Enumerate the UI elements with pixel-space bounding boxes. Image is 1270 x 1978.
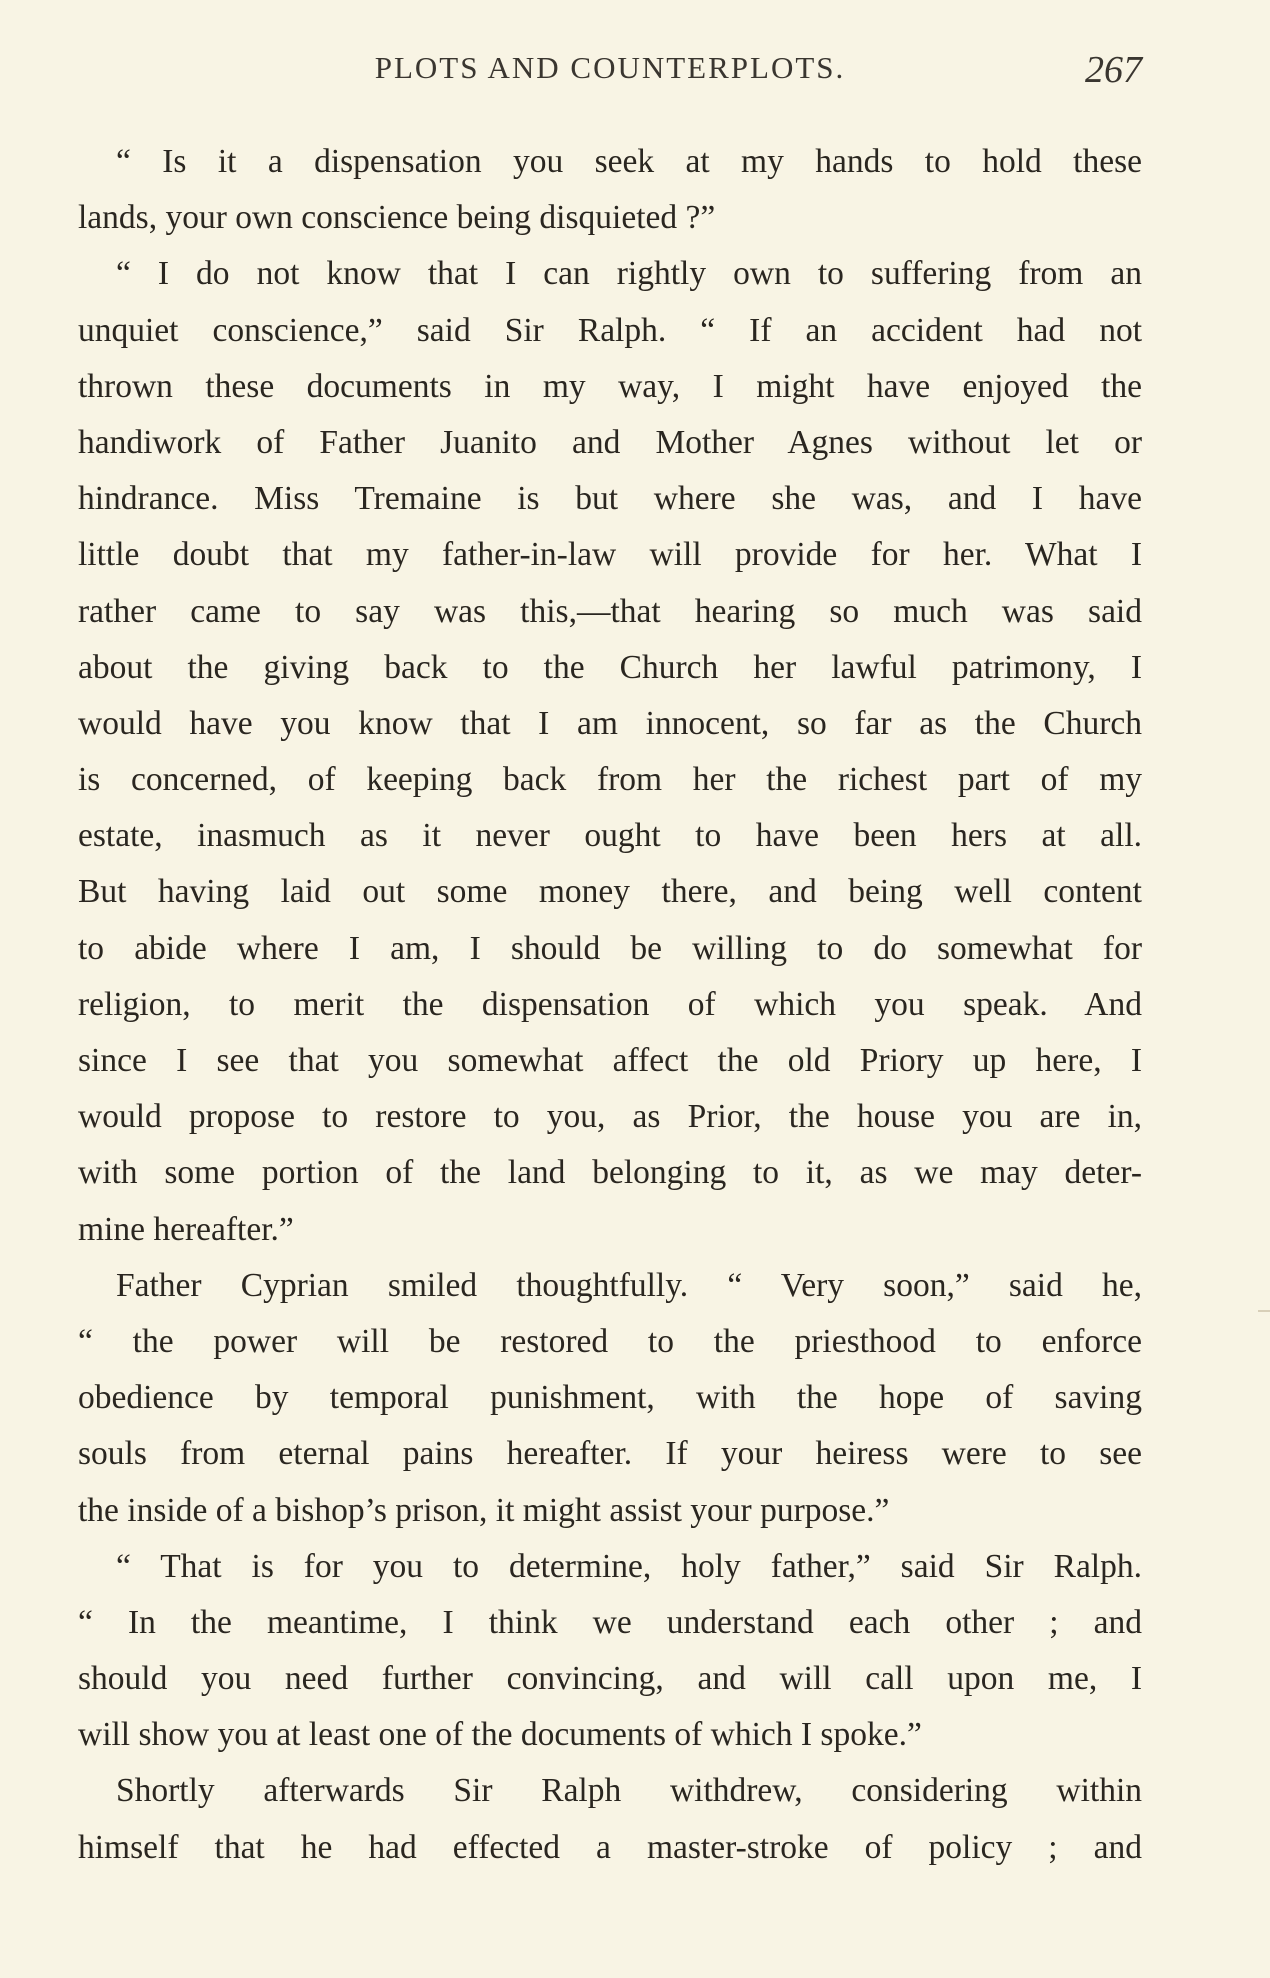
text-line: “ Is it a dispensation you seek at my hands to hold these	[116, 143, 1142, 180]
page-number: 267	[1085, 49, 1142, 91]
text-line: Father Cyprian smiled thoughtfully. “ Very soon,” said he,	[116, 1266, 1142, 1304]
text-line: rather came to say was this,—that hearing so much was said	[78, 592, 1142, 630]
text-line: is concerned, of keeping back from her the richest part of my	[78, 761, 1142, 799]
text-line: hindrance. Miss Tremaine is but where she was, and I have	[78, 480, 1142, 518]
body-text	[78, 134, 1142, 1876]
margin-mark	[1258, 1310, 1270, 1312]
text-line: little doubt that my father-in-law will provide for her. What I	[78, 536, 1142, 574]
text-line: “ I do not know that I can rightly own to suffering from an	[116, 255, 1142, 293]
text-line: should you need further convincing, and will call upon me, I	[78, 1660, 1142, 1698]
text-line: himself that he had effected a master-stroke of policy ; and	[78, 1828, 1142, 1866]
text-line: souls from eternal pains hereafter. If your heiress were to see	[78, 1435, 1142, 1473]
text-line: unquiet conscience,” said Sir Ralph. “ If an accident had not	[78, 311, 1142, 349]
text-line: mine hereafter.”	[78, 1210, 294, 1248]
text-line: with some portion of the land belonging to it, as we may deter-	[78, 1154, 1142, 1192]
text-line: the inside of a bishop’s prison, it might assist your purpose.”	[78, 1491, 890, 1529]
running-head: PLOTS AND COUNTERPLOTS.	[374, 50, 846, 85]
text-line: estate, inasmuch as it never ought to have been hers at all.	[78, 817, 1142, 855]
text-line: to abide where I am, I should be willing to do somewhat for	[78, 929, 1142, 967]
text-line: handiwork of Father Juanito and Mother Agnes without let or	[78, 423, 1142, 461]
text-line: would propose to restore to you, as Prior, the house you are in,	[78, 1098, 1142, 1136]
text-line: thrown these documents in my way, I might have enjoyed the	[78, 367, 1142, 405]
text-line: “ In the meantime, I think we understand each other ; and	[78, 1603, 1142, 1641]
text-line: “ That is for you to determine, holy father,” said Sir Ralph.	[116, 1547, 1142, 1585]
text-line: will show you at least one of the documents of which I spoke.”	[78, 1716, 922, 1754]
text-line: would have you know that I am innocent, so far as the Church	[78, 704, 1142, 742]
text-line: lands, your own conscience being disquieted ?”	[78, 199, 716, 237]
text-line: “ the power will be restored to the priesthood to enforce	[78, 1322, 1142, 1360]
text-line: But having laid out some money there, and being well content	[78, 873, 1142, 911]
text-line: since I see that you somewhat affect the old Priory up here, I	[78, 1042, 1142, 1079]
text-line: religion, to merit the dispensation of which you speak. And	[78, 985, 1142, 1023]
text-line: obedience by temporal punishment, with the hope of saving	[78, 1379, 1142, 1417]
text-line: about the giving back to the Church her lawful patrimony, I	[78, 648, 1142, 686]
page-header	[78, 50, 1142, 100]
text-line: Shortly afterwards Sir Ralph withdrew, considering within	[116, 1772, 1142, 1810]
